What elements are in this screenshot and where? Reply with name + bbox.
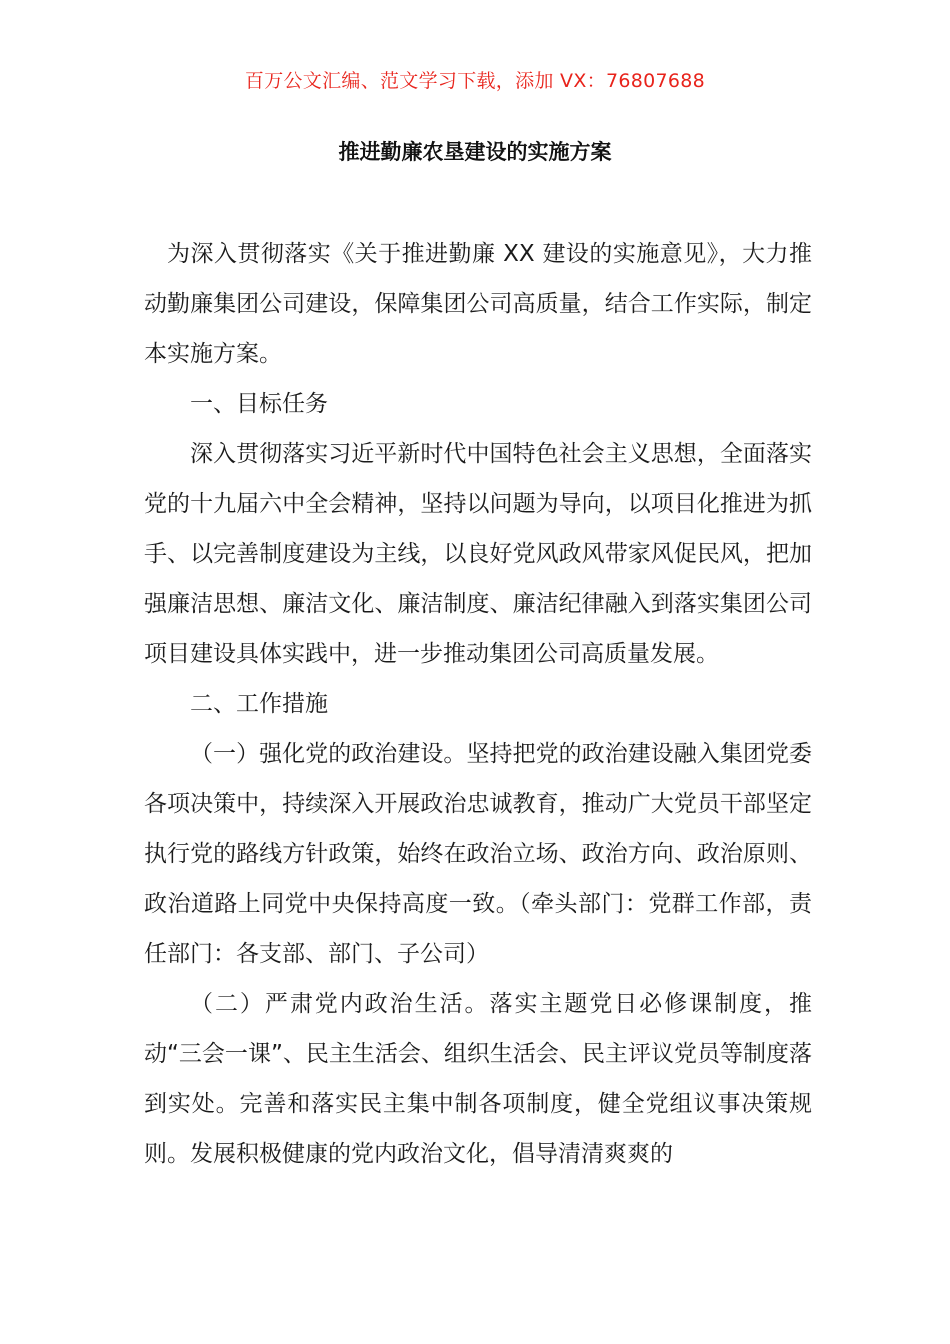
section-heading-goals: 一、目标任务 — [190, 391, 328, 417]
header-banner: 百万公文汇编、范文学习下载，添加 VX：76807688 — [244, 70, 706, 92]
document-title: 推进勤廉农垦建设的实施方案 — [338, 140, 612, 164]
intro-paragraph: 为深入贯彻落实《关于推进勤廉 XX 建设的实施意见》，大力推动勤廉集团公司建设，保障集团公司高质量，结合工作实际，制定本实施方案。 — [144, 241, 812, 367]
measure-paragraph-1: （一）强化党的政治建设。坚持把党的政治建设融入集团党委各项决策中，持续深入开展政治忠诚教育，推动广大党员干部坚定执行党的路线方针政策，始终在政治立场、政治方向、政治原则、政治道路上同党中央保持高度一致。（牵头部门：党群工作部，责任部门：各支部、部门、子公司） — [144, 741, 812, 967]
section-heading-measures: 二、工作措施 — [190, 691, 328, 717]
document-body — [144, 229, 812, 1179]
measure-paragraph-2: （二）严肃党内政治生活。落实主题党日必修课制度，推动“三会一课”、民主生活会、组织生活会、民主评议党员等制度落到实处。完善和落实民主集中制各项制度，健全党组议事决策规则。发展积极健康的党内政治文化，倡导清清爽爽的 — [144, 991, 812, 1167]
goals-paragraph: 深入贯彻落实习近平新时代中国特色社会主义思想，全面落实党的十九届六中全会精神，坚持以问题为导向，以项目化推进为抓手、以完善制度建设为主线，以良好党风政风带家风促民风，把加强廉洁思想、廉洁文化、廉洁制度、廉洁纪律融入到落实集团公司项目建设具体实践中，进一步推动集团公司高质量发展。 — [144, 441, 812, 667]
